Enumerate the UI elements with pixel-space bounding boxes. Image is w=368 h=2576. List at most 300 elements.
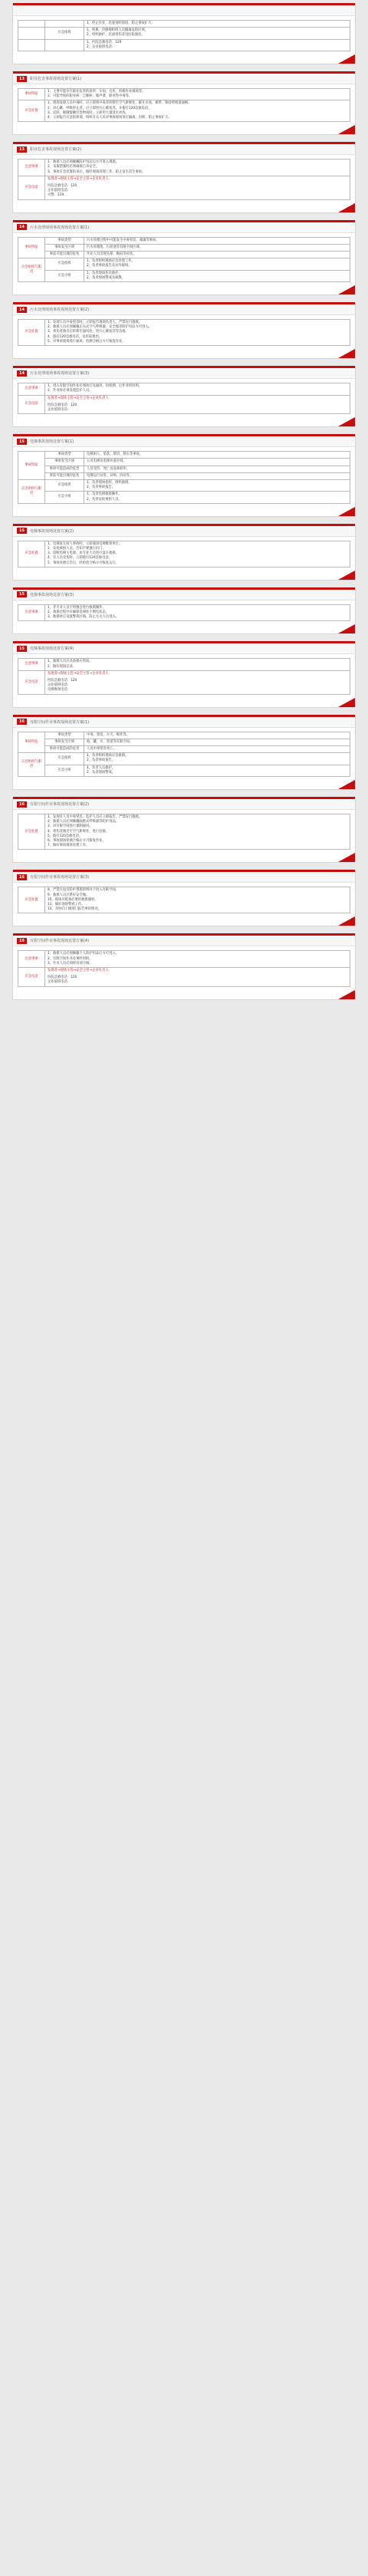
card-title: 有限空间作业事故现场处置方案(4) bbox=[29, 939, 90, 944]
plan-card bbox=[12, 434, 356, 517]
content-line: 2、企业值班电话： bbox=[87, 44, 116, 49]
content-cell bbox=[84, 492, 350, 503]
table-row bbox=[18, 160, 350, 176]
content-cell bbox=[45, 541, 350, 567]
content-line: 6、事故现场检测合格后方可恢复作业。 bbox=[48, 839, 106, 844]
content-line: 医院急救电话：120 bbox=[48, 184, 77, 189]
content-cell bbox=[84, 732, 350, 739]
content-line: 发现者→现场主管→安全主管→企业负责人 bbox=[48, 969, 109, 973]
card-header bbox=[13, 302, 355, 315]
card-footer bbox=[13, 508, 355, 516]
plan-table bbox=[18, 732, 350, 777]
card-title: 有限空间作业事故现场处置方案(3) bbox=[29, 875, 90, 880]
plan-card bbox=[12, 71, 356, 135]
corner-decoration bbox=[317, 349, 355, 358]
content-cell bbox=[84, 252, 350, 258]
content-cell bbox=[45, 814, 350, 850]
plan-card bbox=[12, 142, 356, 212]
content-line: 电梯运行异常、异响、抖动等。 bbox=[87, 473, 133, 478]
subcategory-cell: 事前可能出现的征兆 bbox=[45, 472, 84, 479]
corner-decoration bbox=[317, 54, 355, 64]
content-line: 3、对有限空间进行强制通风。 bbox=[48, 824, 93, 829]
plan-card bbox=[12, 641, 356, 707]
table-row bbox=[18, 270, 350, 281]
content-line: 1、负责电梯救援操作。 bbox=[87, 492, 122, 497]
card-number-badge: 16 bbox=[17, 938, 27, 944]
corner-triangle-icon bbox=[338, 54, 355, 64]
card-footer bbox=[13, 572, 355, 580]
subcategory-cell: 事故可能造成的危害 bbox=[45, 745, 84, 752]
card-header bbox=[13, 715, 355, 728]
content-line: 电梯困人、坠落、剪切、挤压等事故。 bbox=[87, 452, 143, 457]
corner-decoration bbox=[317, 417, 355, 426]
card-title: 污水处理现场事故现场处置方案(2) bbox=[29, 308, 90, 313]
subcategory-cell: 应急小组 bbox=[45, 270, 84, 281]
corner-triangle-icon bbox=[338, 780, 355, 789]
content-cell bbox=[84, 28, 350, 39]
category-cell: 事故特征 bbox=[18, 237, 45, 258]
card-title: 电梯事故现场处置方案(4) bbox=[29, 646, 74, 652]
content-line: 2、负责安抚被困人员。 bbox=[87, 497, 122, 502]
content-cell bbox=[45, 100, 350, 122]
card-footer bbox=[13, 419, 355, 426]
card-footer bbox=[13, 854, 355, 862]
plan-table bbox=[18, 319, 350, 346]
plan-card bbox=[12, 870, 356, 926]
corner-decoration bbox=[317, 285, 355, 294]
card-number-badge: 14 bbox=[17, 224, 27, 230]
card-body bbox=[13, 810, 355, 854]
content-cell bbox=[84, 745, 350, 752]
table-row bbox=[18, 951, 350, 968]
card-header bbox=[13, 870, 355, 883]
card-title: 污水处理现场事故现场处置方案(3) bbox=[29, 371, 90, 377]
content-line: 1、救援人员必须佩戴个人防护用品后方可进入。 bbox=[48, 952, 119, 956]
card-number-badge: 16 bbox=[17, 719, 27, 725]
content-cell bbox=[45, 951, 350, 968]
table-row bbox=[18, 968, 350, 987]
card-body bbox=[13, 728, 355, 781]
content-line: 人员中毒窒息死亡。 bbox=[87, 746, 117, 751]
content-line: 12、及时向上级部门报告事故情况。 bbox=[48, 907, 101, 912]
category-cell bbox=[18, 21, 45, 28]
content-line: 火警：119 bbox=[48, 193, 64, 198]
subcategory-cell bbox=[45, 21, 84, 28]
corner-triangle-icon bbox=[338, 853, 355, 862]
content-line: 5、对事故现场进行通风，检测合格后方可恢复作业。 bbox=[48, 339, 126, 344]
card-title: 职业危害事故现场处置方案(1) bbox=[29, 77, 82, 82]
card-number-badge: 15 bbox=[17, 591, 27, 597]
table-row bbox=[18, 765, 350, 776]
content-line: 9、救援人员应系好安全绳。 bbox=[48, 893, 90, 897]
plan-card bbox=[12, 302, 356, 359]
table-row bbox=[18, 395, 350, 414]
table-row bbox=[18, 237, 350, 244]
corner-decoration bbox=[317, 853, 355, 862]
card-header bbox=[13, 434, 355, 447]
card-body bbox=[13, 447, 355, 508]
card-number-badge: 16 bbox=[17, 874, 27, 880]
plan-table bbox=[18, 541, 350, 568]
corner-triangle-icon bbox=[338, 990, 355, 999]
subcategory-cell: 事故发生区域 bbox=[45, 459, 84, 466]
content-cell bbox=[84, 466, 350, 472]
card-header bbox=[13, 71, 355, 84]
subcategory-cell: 事前可能出现的征兆 bbox=[45, 252, 84, 258]
content-cell bbox=[84, 739, 350, 745]
card-body bbox=[13, 946, 355, 991]
content-line: 2、负责事故报告及对外联络。 bbox=[87, 264, 132, 268]
content-line: 污水处理池、污泥池等有限空间区域。 bbox=[87, 245, 143, 249]
content-line: 1、救援人员应具备相应资质。 bbox=[48, 660, 93, 664]
content-line: 2、安抚被困人员，告知不要强行扒门。 bbox=[48, 546, 106, 551]
document-page bbox=[12, 0, 356, 1015]
table-row bbox=[18, 452, 350, 459]
content-cell bbox=[84, 452, 350, 459]
card-number-badge: 14 bbox=[17, 370, 27, 377]
card-footer bbox=[13, 699, 355, 707]
subcategory-cell: 应急指挥 bbox=[45, 258, 84, 270]
content-cell bbox=[45, 968, 350, 987]
table-row bbox=[18, 739, 350, 745]
category-cell: 应急电话 bbox=[18, 176, 45, 199]
corner-decoration bbox=[317, 780, 355, 789]
category-cell: 应急组织与职责 bbox=[18, 258, 45, 282]
corner-decoration bbox=[317, 698, 355, 707]
table-row bbox=[18, 258, 350, 270]
table-row bbox=[18, 176, 350, 199]
content-line: 1、进入有限空间作业必须执行先通风、再检测、后作业的原则。 bbox=[48, 384, 143, 389]
category-cell: 注意事项 bbox=[18, 160, 45, 176]
content-line: 4、有人员受伤时，立即拨打120急救电话。 bbox=[48, 556, 112, 561]
card-header bbox=[13, 797, 355, 810]
content-cell bbox=[45, 89, 350, 100]
card-footer bbox=[13, 918, 355, 926]
content-line: 发现者→现场主管→安全主管→企业负责人 bbox=[48, 396, 109, 400]
category-cell: 应急处置 bbox=[18, 100, 45, 122]
plan-card bbox=[12, 715, 356, 790]
content-line: 2、负责事故报告。 bbox=[87, 485, 116, 490]
category-cell: 注意事项 bbox=[18, 383, 45, 395]
content-cell bbox=[45, 670, 350, 694]
card-title: 污水处理现场事故现场处置方案(1) bbox=[29, 225, 90, 230]
content-cell bbox=[84, 459, 350, 466]
table-row bbox=[18, 745, 350, 752]
content-cell bbox=[45, 383, 350, 395]
plan-table bbox=[18, 383, 350, 414]
corner-triangle-icon bbox=[338, 285, 355, 294]
table-row bbox=[18, 479, 350, 491]
corner-triangle-icon bbox=[338, 203, 355, 212]
content-line: 1、积极、冷静地组织人员撤离危险区域， bbox=[87, 28, 149, 33]
content-line: 1、负责组织现场应急处置工作。 bbox=[87, 259, 135, 264]
content-line: 中毒、窒息、火灾、爆炸等。 bbox=[87, 732, 130, 737]
content-line: 1、负责现场指挥，组织救援。 bbox=[87, 480, 132, 485]
corner-triangle-icon bbox=[338, 916, 355, 926]
table-row bbox=[18, 732, 350, 739]
subcategory-cell: 事故可能造成的危害 bbox=[45, 466, 84, 472]
content-cell bbox=[84, 765, 350, 776]
corner-decoration bbox=[317, 990, 355, 999]
content-line: 2、负责事故报告。 bbox=[87, 758, 116, 763]
content-line: 1、负责人员救护。 bbox=[87, 765, 116, 770]
content-line: 5、拨打120急救电话。 bbox=[48, 834, 83, 838]
plan-table bbox=[18, 88, 350, 122]
table-row bbox=[18, 659, 350, 670]
card-footer bbox=[13, 626, 355, 633]
content-line: 2、救援人员必须佩戴正压式空气呼吸器、安全绳等防护用品方可进入。 bbox=[48, 325, 152, 330]
card-title: 职业危害事故现场处置方案(2) bbox=[29, 147, 82, 153]
corner-decoration bbox=[317, 203, 355, 212]
content-cell bbox=[84, 258, 350, 270]
category-cell: 应急处置 bbox=[18, 887, 45, 913]
card-number-badge: 15 bbox=[17, 439, 27, 445]
corner-decoration bbox=[317, 624, 355, 633]
plan-card bbox=[12, 797, 356, 863]
table-row bbox=[18, 252, 350, 258]
card-title: 有限空间作业事故现场处置方案(1) bbox=[29, 719, 90, 725]
subcategory-cell: 应急指挥 bbox=[45, 479, 84, 491]
table-row bbox=[18, 459, 350, 466]
plan-table bbox=[18, 159, 350, 199]
card-header bbox=[13, 933, 355, 946]
content-line: 医院急救电话：120 bbox=[48, 975, 77, 980]
category-cell: 应急电话 bbox=[18, 670, 45, 694]
corner-triangle-icon bbox=[338, 624, 355, 633]
content-line: 2、采取措施时必须确保自身安全。 bbox=[48, 165, 100, 169]
content-line: 2、有限空间作业必须经审批。 bbox=[48, 956, 93, 961]
plan-card bbox=[12, 3, 356, 64]
card-footer bbox=[13, 205, 355, 212]
card-footer bbox=[13, 127, 355, 134]
category-cell: 事故特征 bbox=[18, 732, 45, 753]
card-header bbox=[13, 366, 355, 379]
card-number-badge: 13 bbox=[17, 146, 27, 153]
corner-decoration bbox=[317, 571, 355, 580]
plan-table bbox=[18, 20, 350, 51]
card-header bbox=[13, 587, 355, 600]
content-cell bbox=[45, 176, 350, 199]
category-cell: 应急处置 bbox=[18, 320, 45, 346]
plan-card bbox=[12, 366, 356, 427]
content-line: 医院急救电话：120 bbox=[48, 403, 77, 407]
card-body bbox=[13, 600, 355, 627]
plan-table bbox=[18, 814, 350, 850]
content-cell bbox=[45, 160, 350, 176]
content-line: 企业值班电话： bbox=[48, 980, 71, 985]
table-row bbox=[18, 887, 350, 913]
content-cell bbox=[84, 39, 350, 51]
content-cell bbox=[84, 237, 350, 244]
card-title: 有限空间作业事故现场处置方案(2) bbox=[29, 802, 90, 807]
content-line: 11、做好现场警戒工作。 bbox=[48, 903, 85, 907]
card-body bbox=[13, 233, 355, 287]
content-line: 1、发现人员中毒窒息时，立即报告现场负责人，严禁盲目施救。 bbox=[48, 321, 143, 325]
card-body bbox=[13, 84, 355, 127]
plan-card bbox=[12, 220, 356, 295]
content-line: 2、负责现场警戒及疏散。 bbox=[87, 275, 125, 280]
category-cell bbox=[18, 39, 45, 51]
card-body bbox=[13, 654, 355, 699]
content-line: 发现者→现场主管→安全主管→企业负责人 bbox=[48, 176, 109, 181]
subcategory-cell bbox=[45, 39, 84, 51]
subcategory-cell: 事故类型 bbox=[45, 452, 84, 459]
card-header bbox=[13, 220, 355, 233]
content-line: 医院急救电话：120 bbox=[48, 678, 77, 683]
content-line: 10、现场应配备必要的救援器材。 bbox=[48, 897, 98, 902]
content-line: 企业值班电话： bbox=[48, 683, 71, 688]
plan-table bbox=[18, 887, 350, 913]
corner-triangle-icon bbox=[338, 417, 355, 426]
corner-triangle-icon bbox=[338, 571, 355, 580]
content-cell bbox=[84, 244, 350, 251]
content-line: 3、将伤者救出后转移至通风处，进行心肺复苏等急救。 bbox=[48, 330, 129, 334]
table-row bbox=[18, 604, 350, 621]
card-footer bbox=[13, 56, 355, 64]
table-row bbox=[18, 472, 350, 479]
corner-decoration bbox=[317, 125, 355, 134]
card-footer bbox=[13, 350, 355, 358]
category-cell: 事故特征 bbox=[18, 89, 45, 100]
card-header bbox=[13, 524, 355, 537]
category-cell: 注意事项 bbox=[18, 951, 45, 968]
card-body bbox=[13, 883, 355, 918]
table-row bbox=[18, 28, 350, 39]
plan-card bbox=[12, 524, 356, 581]
card-header bbox=[13, 142, 355, 155]
plan-table bbox=[18, 451, 350, 504]
content-line: 2、可能导致的职业病：尘肺病、噪声聋、职业性中毒等。 bbox=[48, 94, 133, 99]
category-cell bbox=[18, 28, 45, 39]
corner-triangle-icon bbox=[338, 125, 355, 134]
subcategory-cell: 应急指挥 bbox=[45, 753, 84, 765]
card-number-badge: 13 bbox=[17, 76, 27, 82]
subcategory-cell: 事故类型 bbox=[45, 237, 84, 244]
category-cell: 应急处置 bbox=[18, 541, 45, 567]
content-line: 1、救援人员必须佩戴防护用品后方可进入现场。 bbox=[48, 160, 119, 165]
content-cell bbox=[45, 887, 350, 913]
subcategory-cell: 事故类型 bbox=[45, 732, 84, 739]
card-body bbox=[13, 16, 355, 56]
table-row bbox=[18, 89, 350, 100]
card-header bbox=[13, 3, 355, 16]
subcategory-cell: 应急小组 bbox=[45, 492, 84, 503]
plan-table bbox=[18, 658, 350, 694]
card-footer bbox=[13, 992, 355, 999]
category-cell: 应急电话 bbox=[18, 968, 45, 987]
content-cell bbox=[84, 270, 350, 281]
plan-table bbox=[18, 950, 350, 986]
content-cell bbox=[84, 753, 350, 765]
content-line: 池、罐、井、管道等有限空间。 bbox=[87, 739, 133, 744]
category-cell: 应急处置 bbox=[18, 814, 45, 850]
content-line: 8、严禁在没有防护措施的情况下进入有限空间。 bbox=[48, 888, 119, 893]
content-line: 3、皮肤、眼睛接触有害物质时，立即用大量清水冲洗。 bbox=[48, 110, 129, 115]
category-cell: 事故特征 bbox=[18, 452, 45, 480]
content-cell bbox=[84, 479, 350, 491]
card-footer bbox=[13, 287, 355, 294]
content-line: 人员受伤、死亡及设备损坏。 bbox=[87, 466, 130, 471]
content-line: 企业值班电话： bbox=[48, 407, 71, 412]
card-title: 电梯事故现场处置方案(2) bbox=[29, 528, 74, 534]
content-line: 2、救援过程中应确保电梯处于断电状态。 bbox=[48, 610, 110, 614]
content-line: 污水处理过程中可能发生中毒窒息、淹溺等事故。 bbox=[87, 238, 159, 242]
content-line: 2、负责现场警戒。 bbox=[87, 770, 116, 775]
card-header bbox=[13, 641, 355, 654]
card-number-badge: 14 bbox=[17, 307, 27, 313]
content-line: 2、组织救护，迅速将伤者送医院救治。 bbox=[87, 33, 145, 38]
card-body bbox=[13, 155, 355, 204]
content-line: 1、医院急救电话：120 bbox=[87, 40, 122, 44]
table-row bbox=[18, 244, 350, 251]
card-body bbox=[13, 537, 355, 572]
table-row bbox=[18, 100, 350, 122]
category-cell: 应急组织与职责 bbox=[18, 479, 45, 503]
table-row bbox=[18, 541, 350, 567]
content-cell bbox=[45, 395, 350, 414]
corner-decoration bbox=[317, 507, 355, 516]
card-title: 电梯事故现场处置方案(3) bbox=[29, 592, 74, 597]
content-line: 5、事故处理完毕后，经检验合格方可恢复运行。 bbox=[48, 561, 119, 565]
content-cell bbox=[84, 472, 350, 479]
subcategory-cell: 应急指挥 bbox=[45, 28, 84, 39]
content-line: 2、做好现场记录。 bbox=[48, 664, 77, 669]
table-row bbox=[18, 814, 350, 850]
content-line: 3、切断电梯主电源，由专业人员进行盘车救援。 bbox=[48, 551, 119, 556]
card-number-badge: 16 bbox=[17, 801, 27, 808]
content-line: 2、对心跳、呼吸停止者，应立即进行心肺复苏，并拨打120急救电话。 bbox=[48, 106, 152, 110]
table-row bbox=[18, 383, 350, 395]
content-line: 企业值班电话： bbox=[48, 189, 71, 193]
content-line: 4、拨打120急救电话，送医院救治。 bbox=[48, 334, 103, 339]
content-line: 1、非专业人员不得擅自进行救援操作。 bbox=[48, 605, 106, 610]
plan-table bbox=[18, 604, 350, 622]
category-cell: 注意事项 bbox=[18, 659, 45, 670]
content-line: 公司电梯及电梯井道区域。 bbox=[87, 459, 127, 464]
subcategory-cell: 事故发生区域 bbox=[45, 244, 84, 251]
content-cell bbox=[84, 21, 350, 28]
corner-triangle-icon bbox=[338, 349, 355, 358]
corner-triangle-icon bbox=[338, 507, 355, 516]
content-line: 1、负责组织现场应急救援。 bbox=[87, 754, 129, 758]
content-line: 1、主要可能存在职业危害的场所：车间、仓库、检修作业现场等。 bbox=[48, 90, 146, 94]
content-cell bbox=[45, 604, 350, 621]
content-line: 发现者→现场主管→安全主管→企业负责人 bbox=[48, 671, 109, 676]
content-line: 7、做好事故调查处理工作。 bbox=[48, 844, 90, 848]
corner-triangle-icon bbox=[338, 698, 355, 707]
category-cell: 注意事项 bbox=[18, 604, 45, 621]
category-cell: 应急组织与职责 bbox=[18, 753, 45, 777]
content-cell bbox=[45, 320, 350, 346]
content-cell bbox=[45, 659, 350, 670]
content-line: 1、现场发现人员中毒时，应立即将中毒者转移至空气新鲜处，解开衣领、裤带，保持呼吸道通畅。 bbox=[48, 101, 192, 106]
table-row bbox=[18, 753, 350, 765]
card-number-badge: 15 bbox=[17, 528, 27, 534]
content-line: 3、救援时应设置警戒区域，防止无关人员进入。 bbox=[48, 615, 119, 620]
category-cell: 应急电话 bbox=[18, 395, 45, 414]
card-footer bbox=[13, 781, 355, 789]
table-row bbox=[18, 320, 350, 346]
subcategory-cell: 事故发生区域 bbox=[45, 739, 84, 745]
table-row bbox=[18, 21, 350, 28]
content-line: 4、立即报告应急指挥部，组织有关人员对事故现场进行隔离、封锁，防止事故扩大。 bbox=[48, 116, 172, 120]
content-line: 4、将伤者救出至空气新鲜处，进行急救。 bbox=[48, 829, 110, 834]
content-line: 1、发现有人员中毒窒息，监护人员应立即报告，严禁盲目施救。 bbox=[48, 815, 143, 819]
subcategory-cell: 应急小组 bbox=[45, 765, 84, 776]
content-line: 作业人员出现头晕、胸闷等症状。 bbox=[87, 252, 136, 257]
content-line: 2、救援人员必须佩戴隔绝式呼吸器等防护用品。 bbox=[48, 820, 119, 824]
table-row bbox=[18, 39, 350, 51]
